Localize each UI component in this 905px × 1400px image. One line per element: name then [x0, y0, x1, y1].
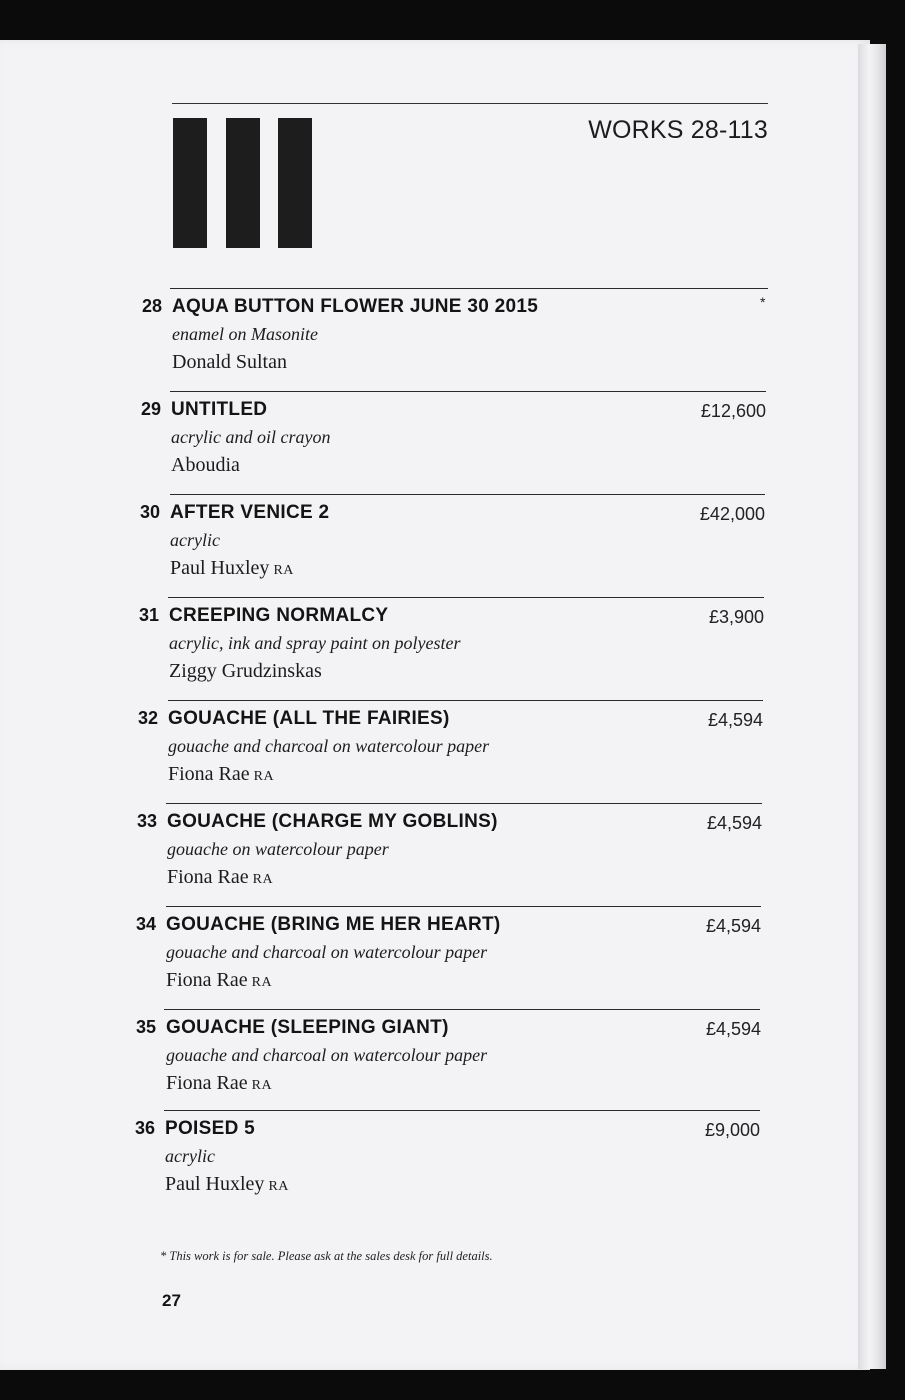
entry-price: £4,594 [707, 710, 763, 730]
entry-title: AFTER VENICE 2 [170, 502, 330, 523]
entry-title: GOUACHE (CHARGE MY GOBLINS) [167, 811, 498, 832]
entry-price: £9,000 [704, 1120, 760, 1140]
entry-price: £4,594 [705, 1019, 761, 1039]
entry-artist [171, 454, 244, 477]
entry-title: POISED 5 [165, 1118, 256, 1139]
logo-bar-3 [278, 118, 312, 248]
catalogue-entry [129, 599, 769, 699]
entry-artist [172, 351, 291, 374]
entry-artist [166, 969, 272, 992]
entry-medium: acrylic and oil crayon [171, 427, 331, 447]
artist-name: Ziggy Grudzinskas [169, 660, 322, 682]
entry-divider [168, 597, 764, 598]
artist-name: Fiona Rae [166, 969, 248, 991]
catalogue-entry [127, 805, 767, 905]
entry-number: 29 [140, 399, 161, 419]
entry-divider [170, 391, 766, 392]
entry-artist [168, 763, 274, 786]
artist-ra: RA [252, 872, 274, 887]
catalogue-entry [132, 290, 772, 390]
artist-name: Fiona Rae [166, 1072, 248, 1094]
catalogue-entry [126, 908, 766, 1008]
catalogue-entry [130, 496, 770, 596]
header-rule [172, 103, 768, 104]
entry-medium: enamel on Masonite [172, 324, 318, 344]
entry-price: £4,594 [705, 916, 761, 936]
catalogue-entry [128, 702, 768, 802]
entry-title: CREEPING NORMALCY [169, 605, 389, 626]
page-edge [858, 44, 886, 1369]
entry-medium: gouache and charcoal on watercolour paper [168, 736, 490, 756]
section-title: WORKS 28-113 [588, 116, 768, 144]
artist-name: Aboudia [171, 454, 240, 476]
artist-ra: RA [251, 1078, 273, 1093]
entry-price: £12,600 [700, 401, 766, 421]
entry-divider [166, 906, 761, 907]
artist-name: Paul Huxley [170, 557, 270, 579]
entry-title: UNTITLED [171, 399, 268, 420]
entry-number: 30 [139, 502, 160, 522]
entry-medium: acrylic, ink and spray paint on polyester [169, 633, 461, 653]
entry-title: GOUACHE (BRING ME HER HEART) [166, 914, 501, 935]
artist-ra: RA [253, 769, 275, 784]
catalogue-entry [126, 1011, 766, 1111]
entry-number: 33 [136, 811, 157, 831]
entry-medium: gouache and charcoal on watercolour paper [166, 942, 488, 962]
entry-artist [166, 1072, 272, 1095]
entry-number: 28 [141, 296, 162, 316]
entry-divider [170, 494, 765, 495]
entry-medium: acrylic [170, 530, 220, 550]
artist-ra: RA [273, 563, 294, 578]
artist-name: Paul Huxley [165, 1173, 265, 1195]
entry-price: £4,594 [706, 813, 762, 833]
entry-divider [170, 288, 768, 289]
entry-number: 34 [135, 914, 156, 934]
logo-bar-1 [173, 118, 207, 248]
artist-name: Donald Sultan [172, 351, 287, 373]
entry-divider [164, 1009, 760, 1010]
entry-number: 36 [134, 1118, 155, 1138]
catalogue-entry [131, 393, 771, 493]
catalogue-entry [125, 1112, 765, 1212]
entry-divider [168, 700, 763, 701]
entry-number: 32 [137, 708, 158, 728]
entry-divider [166, 803, 762, 804]
artist-name: Fiona Rae [168, 763, 250, 785]
artist-ra: RA [251, 975, 273, 990]
entry-medium: gouache and charcoal on watercolour paper [166, 1045, 488, 1065]
entry-artist [169, 660, 326, 683]
entry-title: GOUACHE (SLEEPING GIANT) [166, 1017, 449, 1038]
entry-number: 35 [135, 1017, 156, 1037]
entry-artist [165, 1173, 289, 1196]
footnote: * This work is for sale. Please ask at the sales desk for full details. [160, 1249, 493, 1263]
entry-price: £3,900 [708, 607, 764, 627]
logo-bar-2 [226, 118, 260, 248]
artist-ra: RA [268, 1179, 289, 1194]
entry-medium: acrylic [165, 1146, 215, 1166]
artist-name: Fiona Rae [167, 866, 249, 888]
entry-price: £42,000 [699, 504, 765, 524]
entry-title: GOUACHE (ALL THE FAIRIES) [168, 708, 450, 729]
entry-artist [167, 866, 273, 889]
entry-number: 31 [138, 605, 159, 625]
for-sale-marker: * [760, 294, 766, 310]
entry-title: AQUA BUTTON FLOWER JUNE 30 2015 [172, 296, 539, 317]
entry-artist [170, 557, 294, 580]
entry-medium: gouache on watercolour paper [167, 839, 389, 859]
page-number: 27 [162, 1291, 181, 1310]
